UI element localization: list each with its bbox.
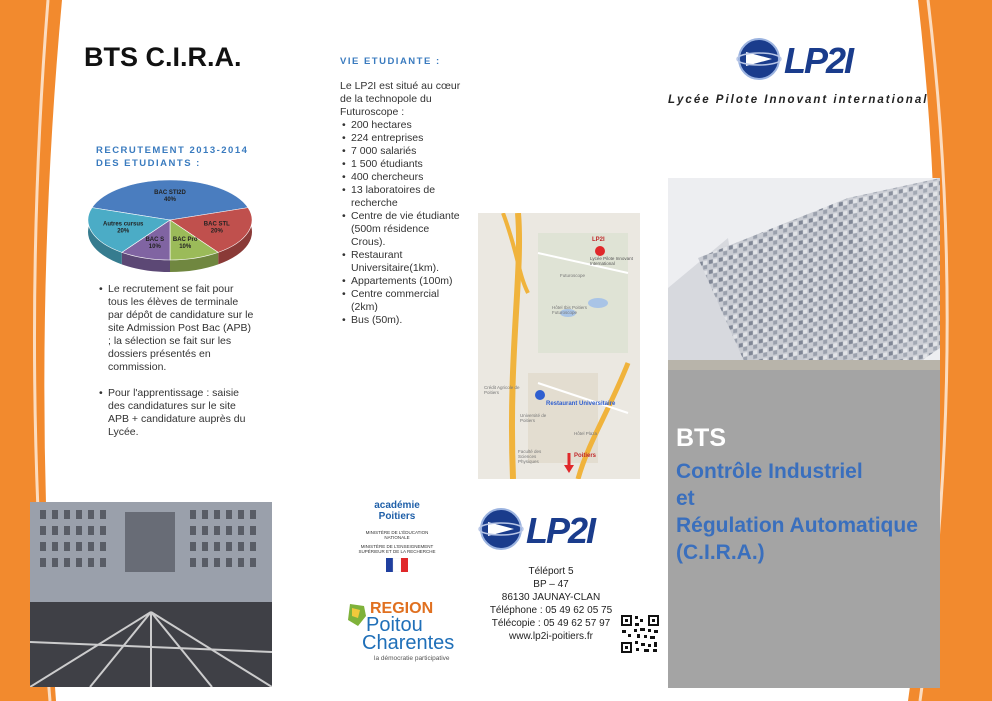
- ministere-education: MINISTÈRE DE L'ÉDUCATION NATIONALE: [365, 530, 429, 540]
- recruitment-heading-line2: DES ETUDIANTS :: [96, 158, 201, 169]
- map-label-poitiers: Poitiers: [574, 453, 597, 459]
- list-item: • 224 entreprises: [351, 132, 465, 145]
- student-life-text: [340, 80, 465, 327]
- list-item: • Centre commercial (2km): [351, 288, 465, 314]
- contact-line1: Téléport 5: [528, 566, 574, 577]
- student-life-heading: VIE ETUDIANTE :: [340, 56, 441, 67]
- pie-slice-label: BAC STI2D: [154, 190, 186, 196]
- lp2i-map-marker: [595, 246, 605, 256]
- region-logo-line1: REGION: [370, 600, 434, 617]
- pie-slice-label: BAC STL: [203, 221, 230, 228]
- region-poitou-charentes-logo: [344, 598, 462, 666]
- location-map: [478, 213, 640, 479]
- map-road-label: Université de Poitiers: [520, 413, 547, 423]
- list-item: • 13 laboratoires de recherche: [351, 184, 465, 210]
- region-map-icon: [346, 602, 368, 628]
- list-item: • Appartements (100m): [351, 275, 465, 288]
- building-photo-drawing: [30, 502, 272, 687]
- list-item: • 200 hectares: [351, 119, 465, 132]
- pie-slice-label: BAC Pro: [172, 236, 198, 243]
- contact-phone: Téléphone : 05 49 62 05 75: [489, 605, 613, 616]
- bts-heading: BTS: [676, 424, 726, 452]
- architecture-photo: [668, 178, 940, 370]
- contact-line2: BP – 47: [533, 579, 569, 590]
- program-title-line2: et: [676, 487, 695, 510]
- list-item: • Restaurant Universitaire(1km).: [351, 249, 465, 275]
- recruitment-bullets: [96, 283, 254, 439]
- map-drawing: [478, 213, 640, 479]
- map-road-label: Hôtel Plaza: [574, 431, 598, 436]
- pie-slice-value-label: 20%: [210, 228, 223, 235]
- academie-logo-text: académie Poitiers: [374, 500, 420, 522]
- pie-slice-value-label: 10%: [148, 243, 161, 250]
- lp2i-globe-icon: [478, 506, 524, 552]
- map-road-label: Futuroscope: [560, 273, 586, 278]
- qr-code-icon: [620, 614, 660, 654]
- tagline: Lycée Pilote Innovant international: [668, 94, 929, 106]
- page-title: BTS C.I.R.A.: [84, 42, 242, 72]
- building-photo: [30, 502, 272, 687]
- lp2i-logo-large-text: LP2I: [784, 40, 853, 81]
- lp2i-logo-small-text: LP2I: [526, 510, 595, 551]
- bullet-apb: • Le recrutement se fait pour tous les élèves de terminale par dépôt de candidature sur le site Admission Post Bac (APB) ; la sélection se fait sur les dossiers présentés en commission.: [108, 283, 254, 374]
- region-logo-tagline: la démocratie participative: [374, 655, 450, 662]
- region-logo-line2: Poitou: [366, 614, 423, 636]
- contact-line3: 86130 JAUNAY-CLAN: [501, 592, 601, 603]
- recruitment-pie-chart: [84, 170, 264, 282]
- pie-slice-label: BAC S: [145, 236, 165, 243]
- bullet-apprentissage: • Pour l'apprentissage : saisie des candidatures sur le site APB + candidature auprès du Lycée.: [108, 387, 254, 439]
- map-label-restaurant: Restaurant Universitaire: [546, 401, 616, 407]
- pie-slice-value-label: 40%: [163, 197, 177, 203]
- map-road-label: Crédit Agricole de Poitiers: [484, 385, 520, 395]
- list-item: • 7 000 salariés: [351, 145, 465, 158]
- map-road-label: Hôtel Ibis Poitiers Futuroscope: [552, 305, 588, 315]
- architecture-photo-drawing: [668, 178, 940, 370]
- academie-logo: [356, 500, 438, 577]
- program-title: [676, 458, 918, 566]
- ministere-recherche: MINISTÈRE DE L'ENSEIGNEMENT SUPÉRIEUR ET DE LA RECHERCHE: [358, 544, 436, 554]
- lp2i-logo-small: [478, 504, 638, 556]
- lp2i-logo-large: [736, 34, 896, 86]
- contact-website[interactable]: www.lp2i-poitiers.fr: [509, 631, 593, 642]
- pie-slice-value-label: 10%: [179, 243, 192, 250]
- pie-slice-value-label: 20%: [117, 228, 130, 235]
- map-label-lp2i-caption: Lycée Pilote Innovant International: [590, 256, 633, 266]
- contact-block: [470, 565, 632, 643]
- restaurant-map-marker: [535, 390, 545, 400]
- region-logo-line3: Charentes: [362, 632, 455, 654]
- program-title-line4: (C.I.R.A.): [676, 541, 765, 564]
- list-item: • Bus (50m).: [351, 314, 465, 327]
- program-title-line3: Régulation Automatique: [676, 514, 918, 537]
- pie-slice-label: Autres cursus: [103, 221, 144, 228]
- map-label-lp2i: LP2I: [592, 237, 605, 243]
- recruitment-heading: [96, 144, 248, 170]
- republique-flag-icon: [386, 558, 408, 572]
- student-life-intro: Le LP2I est situé au cœur de la technopole du Futuroscope :: [340, 80, 461, 118]
- lp2i-globe-icon: [736, 36, 782, 82]
- list-item: • Centre de vie étudiante (500m résidence Crous).: [351, 210, 465, 249]
- list-item: • 400 chercheurs: [351, 171, 465, 184]
- recruitment-heading-line1: RECRUTEMENT 2013-2014: [96, 145, 249, 156]
- contact-fax: Télécopie : 05 49 62 57 97: [491, 618, 611, 629]
- program-title-line1: Contrôle Industriel: [676, 460, 863, 483]
- map-road-label: Faculté des Sciences Physiques: [518, 449, 542, 464]
- list-item: • 1 500 étudiants: [351, 158, 465, 171]
